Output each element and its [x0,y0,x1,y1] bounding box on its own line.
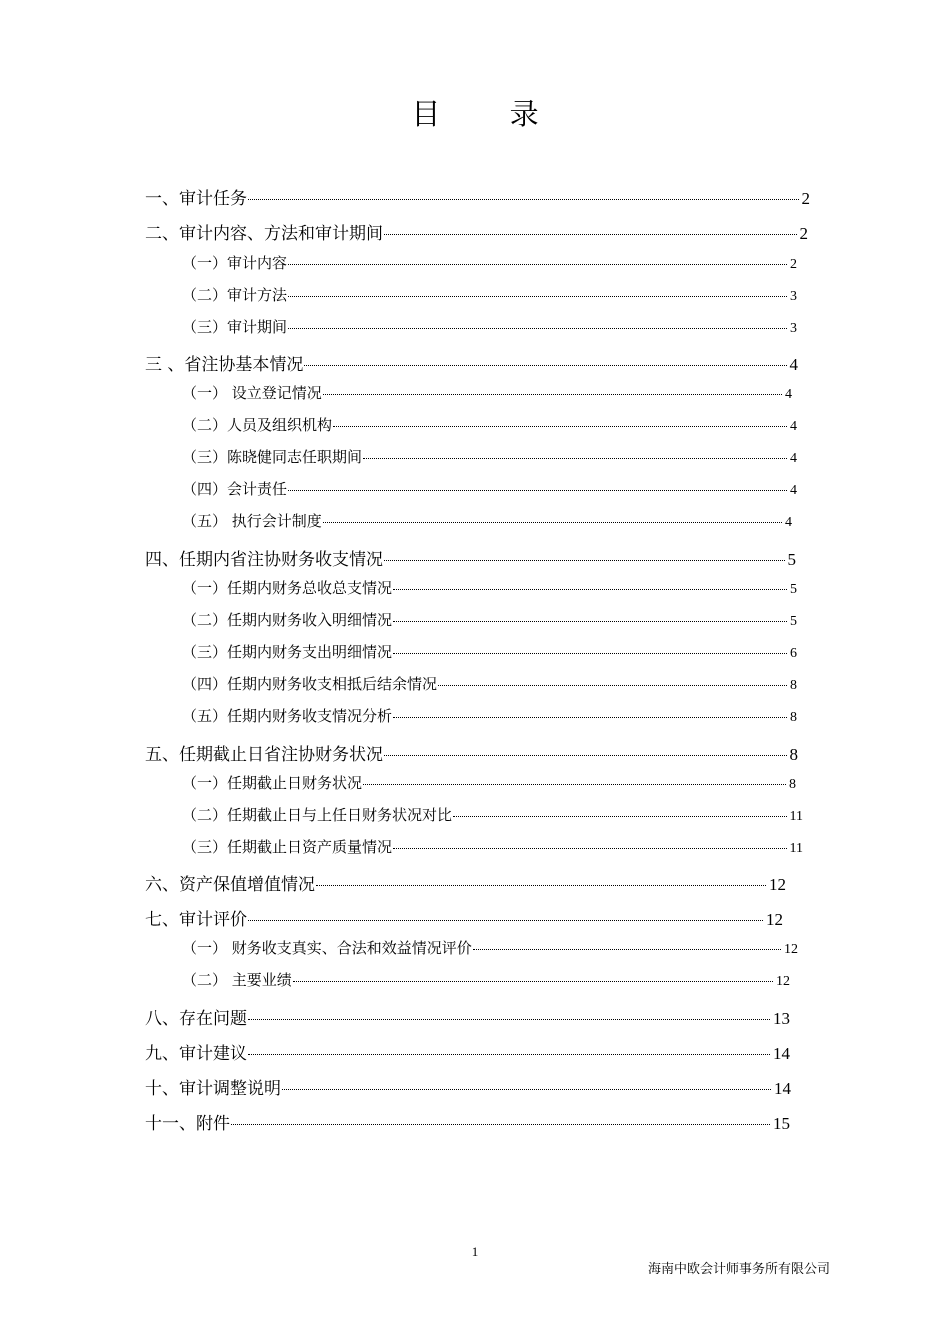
toc-entry-page-number: 8 [790,678,797,693]
toc-dot-leader [393,653,787,654]
toc-entry[interactable] [182,609,797,630]
toc-dot-leader [363,784,786,785]
toc-entry-label: （三）任期截止日资产质量情况 [182,838,393,856]
toc-entry-label: 八、存在问题 [145,1009,247,1029]
toc-dot-leader [288,328,787,329]
toc-entry[interactable] [182,804,803,825]
toc-dot-leader [288,490,787,491]
toc-entry-page-number: 5 [790,582,797,597]
toc-entry-page-number: 12 [769,875,786,894]
toc-entry[interactable] [182,252,797,273]
toc-entry-label: （一）任期内财务总收总支情况 [182,579,393,597]
toc-entry-label: （二） 主要业绩 [182,971,292,989]
toc-dot-leader [363,458,787,459]
toc-dot-leader [293,981,773,982]
toc-entry-label: （三）陈晓健同志任职期间 [182,448,363,466]
toc-entry[interactable] [182,316,797,337]
toc-entry[interactable] [182,284,797,305]
toc-entry[interactable] [145,184,810,209]
toc-entry-label: 二、审计内容、方法和审计期间 [145,224,383,244]
toc-dot-leader [453,816,787,817]
toc-entry[interactable] [182,772,796,793]
toc-dot-leader [438,685,787,686]
toc-entry-label: 六、资产保值增值情况 [145,875,315,895]
toc-entry-label: 一、审计任务 [145,189,247,209]
toc-dot-leader [231,1124,770,1125]
toc-entry-page-number: 15 [773,1114,790,1133]
toc-dot-leader [248,199,799,200]
toc-entry-label: （二）任期截止日与上任日财务状况对比 [182,806,453,824]
toc-entry[interactable] [145,1074,791,1099]
title-char-1: 目 [411,97,441,131]
toc-dot-leader [473,949,781,950]
toc-entry-page-number: 4 [789,355,798,374]
toc-entry-label: 三 、省注协基本情况 [145,355,304,375]
toc-entry[interactable] [182,510,792,531]
toc-entry-page-number: 8 [789,745,798,764]
toc-dot-leader [248,920,763,921]
toc-dot-leader [288,296,787,297]
title-char-2: 录 [509,97,539,131]
toc-entry[interactable] [145,870,786,895]
toc-entry-label: （一）审计内容 [182,254,288,272]
toc-entry[interactable] [145,545,796,570]
toc-entry[interactable] [145,1109,790,1134]
toc-entry-page-number: 11 [789,841,803,856]
toc-dot-leader [384,234,797,235]
toc-dot-leader [333,426,787,427]
toc-entry[interactable] [182,577,797,598]
toc-entry-page-number: 8 [790,710,797,725]
toc-entry-label: （三）审计期间 [182,318,288,336]
toc-dot-leader [248,1019,770,1020]
toc-entry-page-number: 3 [790,321,797,336]
toc-entry-label: （五）任期内财务收支情况分析 [182,707,393,725]
toc-entry[interactable] [145,350,798,375]
toc-entry-page-number: 12 [776,974,790,989]
toc-dot-leader [248,1054,770,1055]
toc-entry[interactable] [182,705,797,726]
toc-entry[interactable] [182,673,797,694]
toc-entry-page-number: 8 [789,777,796,792]
toc-dot-leader [316,885,766,886]
toc-entry-page-number: 6 [790,646,797,661]
toc-entry-label: （四）会计责任 [182,480,288,498]
toc-entry-page-number: 12 [784,942,798,957]
toc-entry[interactable] [145,905,783,930]
toc-dot-leader [323,394,782,395]
toc-entry-page-number: 4 [790,451,797,466]
toc-entry[interactable] [182,414,797,435]
toc-entry-page-number: 14 [774,1079,791,1098]
toc-entry-label: 十一、附件 [145,1114,230,1134]
toc-entry-label: （五） 执行会计制度 [182,512,322,530]
toc-entry[interactable] [182,446,797,467]
toc-dot-leader [384,755,787,756]
toc-dot-leader [393,621,787,622]
toc-entry[interactable] [182,478,797,499]
toc-entry-page-number: 5 [790,614,797,629]
toc-entry-page-number: 14 [773,1044,790,1063]
toc-dot-leader [288,264,787,265]
toc-entry-label: （三）任期内财务支出明细情况 [182,643,393,661]
toc-entry-label: （四）任期内财务收支相抵后结余情况 [182,675,438,693]
page-number: 1 [471,1244,479,1259]
toc-entry-label: 七、审计评价 [145,910,247,930]
toc-entry-label: 四、任期内省注协财务收支情况 [145,550,383,570]
toc-entry-page-number: 4 [790,483,797,498]
toc-entry-page-number: 3 [790,289,797,304]
toc-entry-label: （一）任期截止日财务状况 [182,774,363,792]
toc-entry-label: （二）审计方法 [182,286,288,304]
toc-entry-page-number: 13 [773,1009,790,1028]
toc-dot-leader [393,848,787,849]
toc-entry-label: （一） 财务收支真实、合法和效益情况评价 [182,939,472,957]
toc-entry-label: （二）任期内财务收入明细情况 [182,611,393,629]
toc-dot-leader [323,522,782,523]
toc-entry-label: （一） 设立登记情况 [182,384,322,402]
toc-entry-page-number: 12 [766,910,783,929]
toc-entry-page-number: 11 [789,809,803,824]
toc-entry[interactable] [145,740,798,765]
toc-entry-label: 九、审计建议 [145,1044,247,1064]
toc-entry[interactable] [182,382,792,403]
toc-dot-leader [393,589,787,590]
toc-entry-label: 五、任期截止日省注协财务状况 [145,745,383,765]
toc-dot-leader [384,560,785,561]
company-footer: 海南中欧会计师事务所有限公司 [647,1262,830,1277]
toc-entry-label: 十、审计调整说明 [145,1079,281,1099]
toc-dot-leader [304,365,786,366]
toc-entry[interactable] [145,219,808,244]
toc-entry[interactable] [145,1039,790,1064]
toc-entry[interactable] [182,969,790,990]
toc-entry-page-number: 4 [785,515,792,530]
toc-entry-label: （二）人员及组织机构 [182,416,333,434]
toc-entry-page-number: 2 [801,189,810,208]
toc-dot-leader [393,717,787,718]
toc-entry[interactable] [182,641,797,662]
toc-entry-page-number: 2 [790,257,797,272]
toc-entry-page-number: 5 [787,550,796,569]
toc-entry-page-number: 4 [790,419,797,434]
toc-entry[interactable] [145,1004,790,1029]
toc-dot-leader [282,1089,771,1090]
toc-entry[interactable] [182,937,798,958]
toc-entry-page-number: 4 [785,387,792,402]
toc-entry-page-number: 2 [799,224,808,243]
toc-entry[interactable] [182,836,803,857]
